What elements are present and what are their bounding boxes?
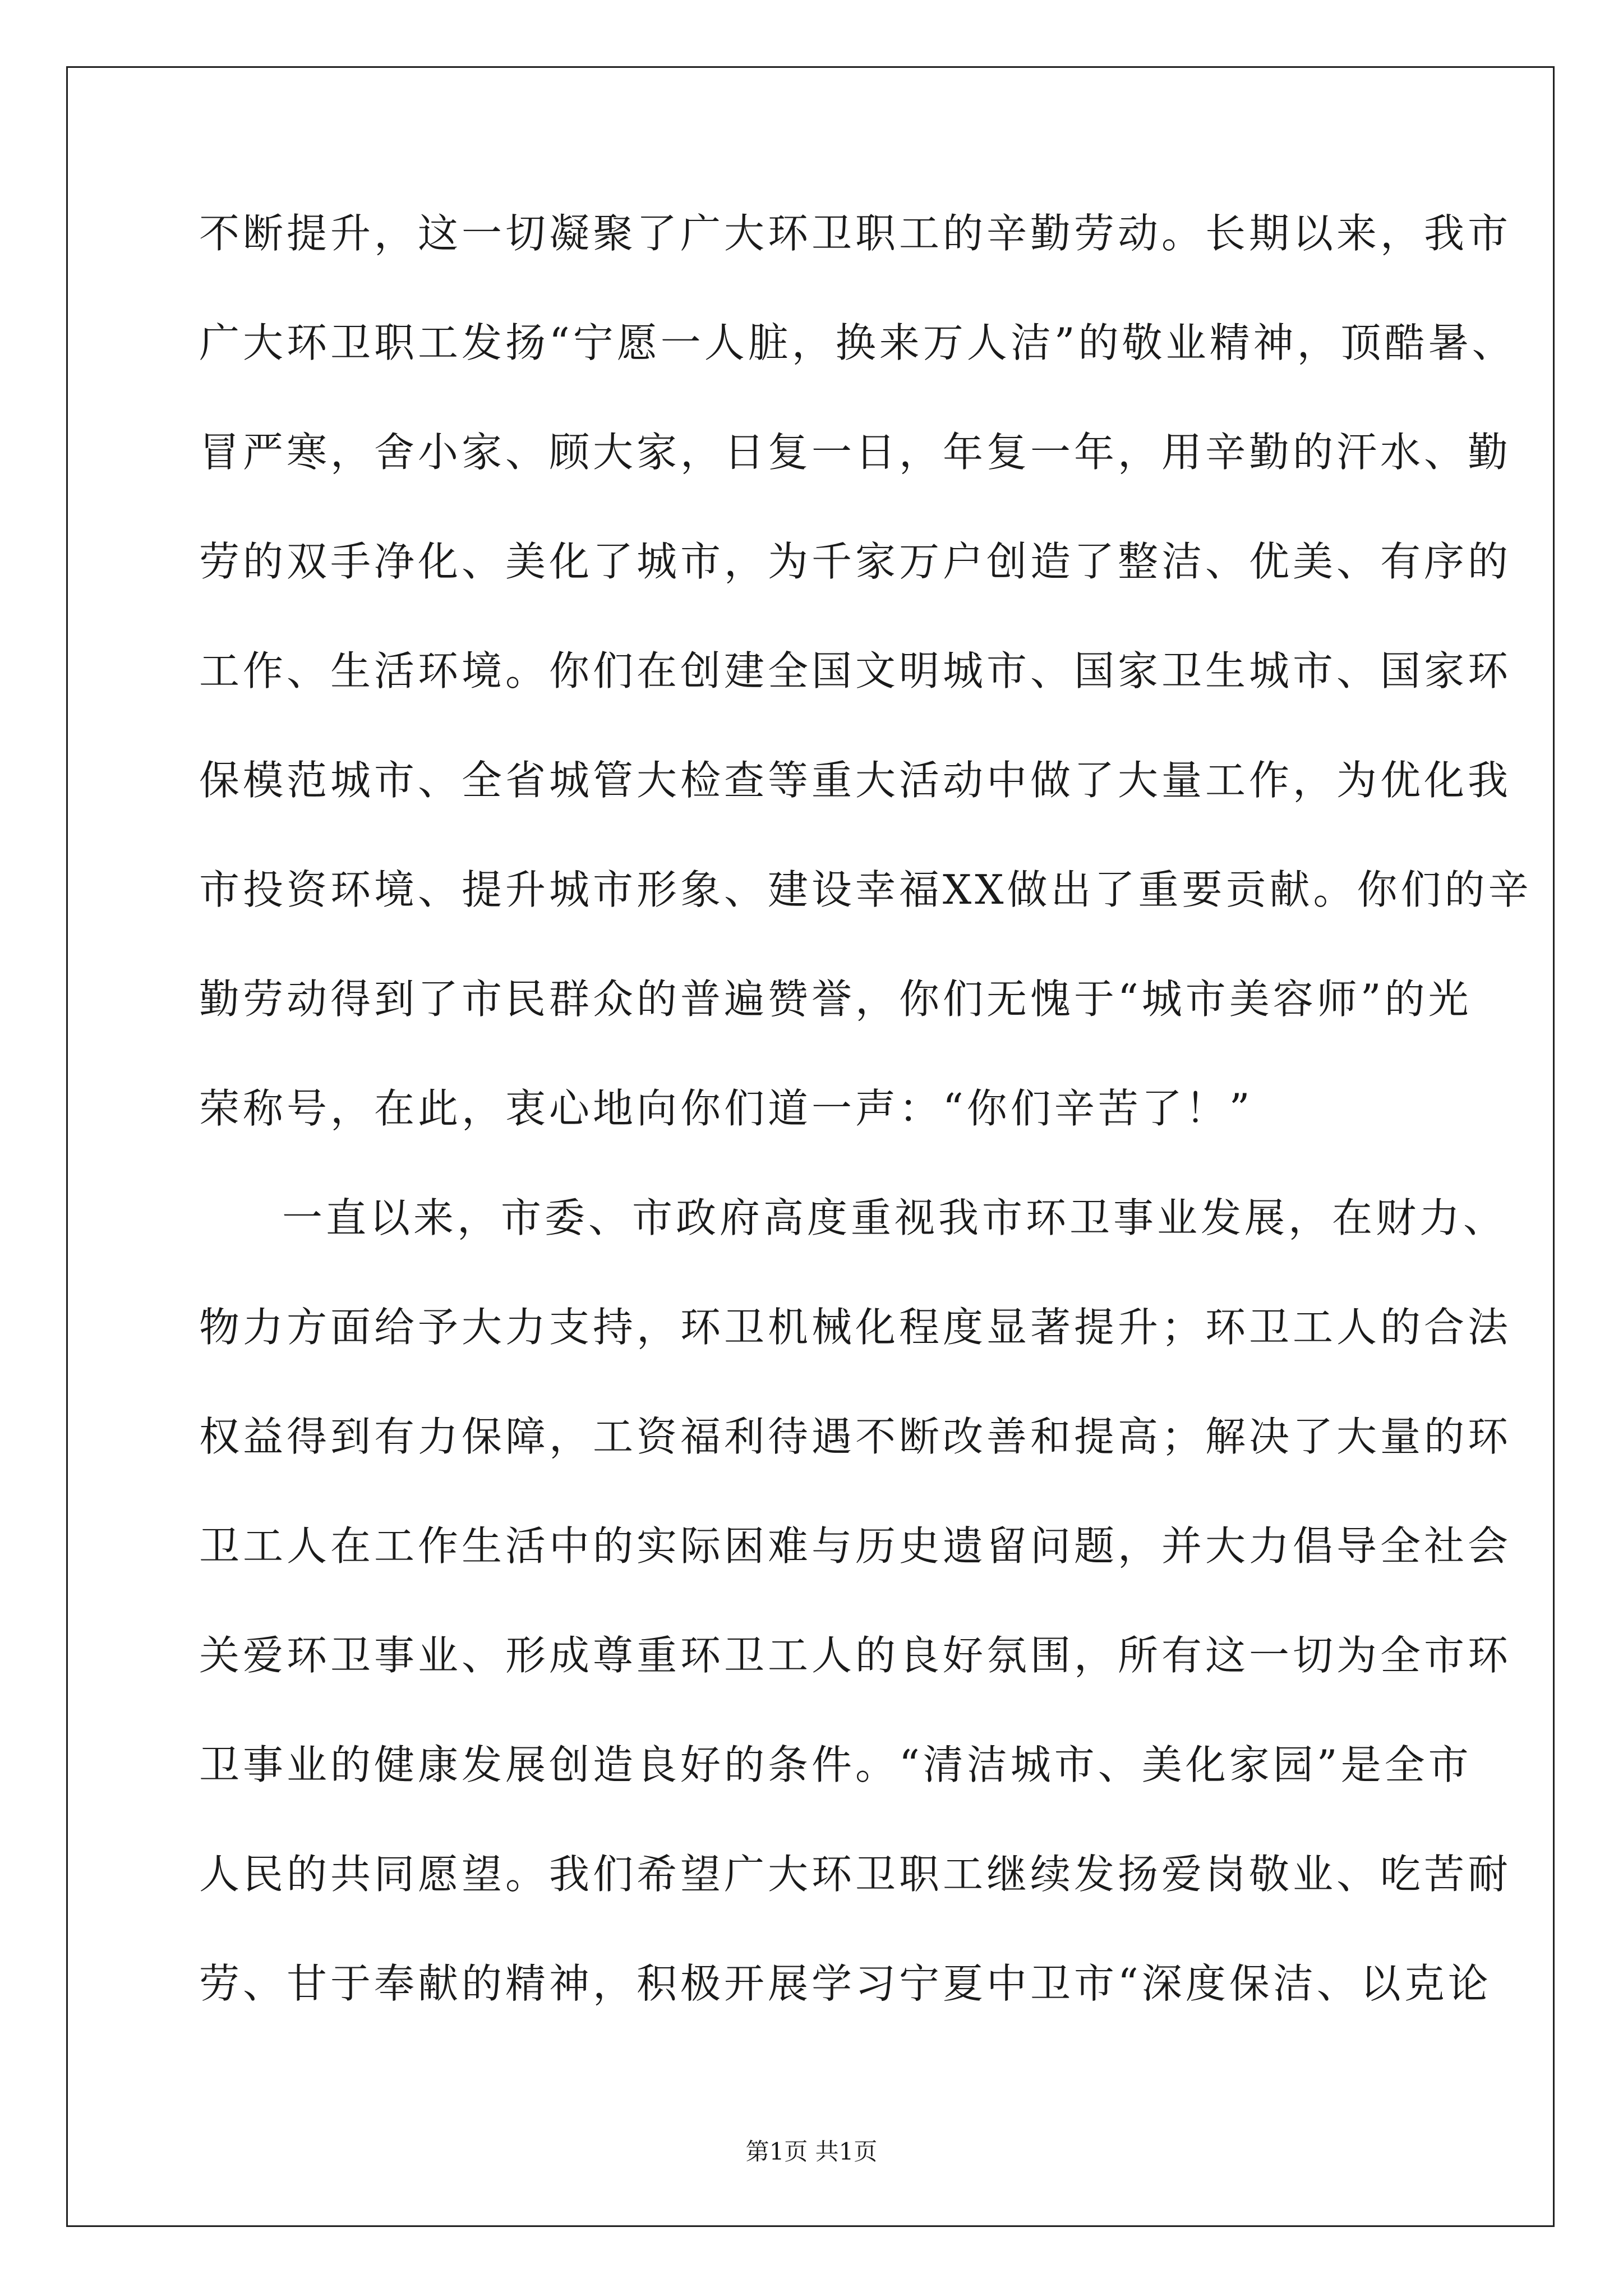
paragraph-2: [199, 1194, 1512, 2073]
text-line: 劳、甘于奉献的精神，积极开展学习宁夏中卫市“深度保洁、以克论: [199, 1960, 1492, 2007]
text-line: 人民的共同愿望。我们希望广大环卫职工继续发扬爱岗敬业、吃苦耐: [199, 1851, 1512, 1898]
text-line: 保模范城市、全省城管大检查等重大活动中做了大量工作，为优化我: [199, 757, 1512, 804]
text-line: 荣称号，在此，衷心地向你们道一声：“你们辛苦了！”: [199, 1085, 1253, 1132]
text-line: 不断提升，这一切凝聚了广大环卫职工的辛勤劳动。长期以来，我市: [199, 210, 1512, 257]
text-line: 卫工人在工作生活中的实际困难与历史遗留问题，并大力倡导全社会: [199, 1522, 1512, 1570]
text-line: 物力方面给予大力支持，环卫机械化程度显著提升；环卫工人的合法: [199, 1304, 1512, 1351]
text-line: 广大环卫职工发扬“宁愿一人脏，换来万人洁”的敬业精神，顶酷暑、: [199, 319, 1516, 366]
text-line: 权益得到有力保障，工资福利待遇不断改善和提高；解决了大量的环: [199, 1413, 1512, 1460]
text-line: 关爱环卫事业、形成尊重环卫工人的良好氛围，所有这一切为全市环: [199, 1632, 1512, 1679]
text-line: 市投资环境、提升城市形象、建设幸福XX做出了重要贡献。你们的辛: [199, 866, 1532, 913]
text-line: 冒严寒，舍小家、顾大家，日复一日，年复一年，用辛勤的汗水、勤: [199, 429, 1512, 476]
page-number-footer: 第1页 共1页: [745, 2138, 878, 2165]
text-line: 一直以来，市委、市政府高度重视我市环卫事业发展，在财力、: [282, 1194, 1507, 1241]
text-line: 勤劳动得到了市民群众的普遍赞誉，你们无愧于“城市美容师”的光: [199, 976, 1472, 1023]
text-line: 工作、生活环境。你们在创建全国文明城市、国家卫生城市、国家环: [199, 647, 1512, 694]
text-line: 劳的双手净化、美化了城市，为千家万户创造了整洁、优美、有序的: [199, 538, 1512, 585]
text-line: 卫事业的健康发展创造良好的条件。“清洁城市、美化家园”是全市: [199, 1741, 1472, 1788]
paragraph-1: [199, 210, 1532, 1198]
document-body: [199, 210, 1532, 2073]
